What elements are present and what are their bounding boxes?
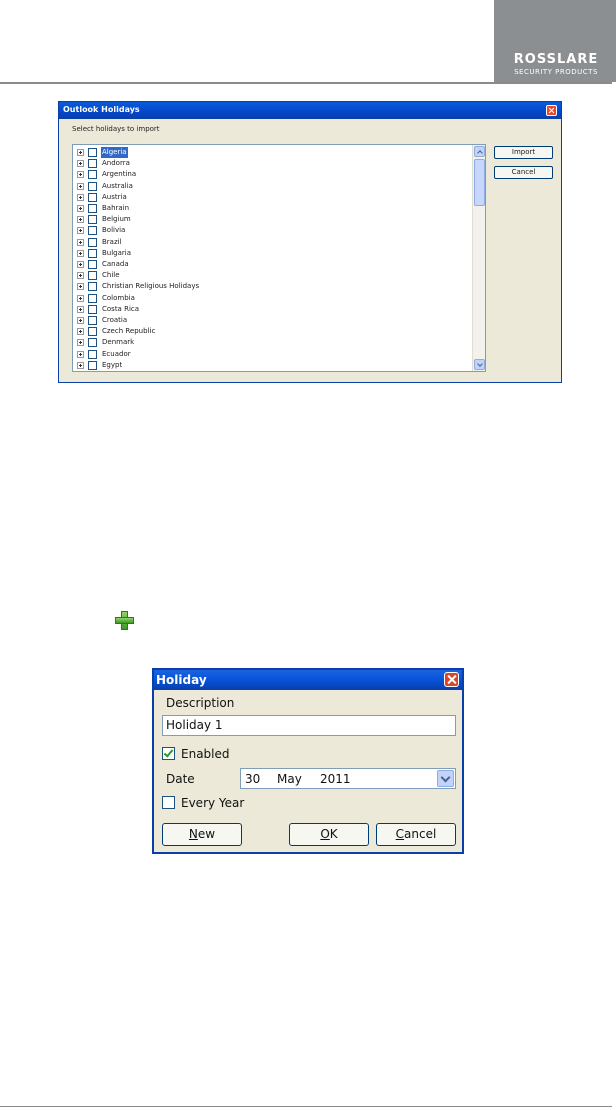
- expand-icon[interactable]: [77, 216, 84, 223]
- checkbox[interactable]: [88, 148, 97, 157]
- holiday-dialog: [152, 668, 464, 854]
- dialog-title: Outlook Holidays: [63, 105, 140, 114]
- checkbox[interactable]: [88, 294, 97, 303]
- expand-icon[interactable]: [77, 283, 84, 290]
- list-item-label: Austria: [102, 192, 127, 201]
- new-button-accel: N: [188, 827, 198, 841]
- header-divider: [0, 82, 612, 84]
- checkbox[interactable]: [88, 305, 97, 314]
- date-year: 2011: [320, 772, 351, 786]
- cancel-button[interactable]: Cancel: [494, 166, 553, 179]
- outlook-holidays-dialog: [58, 101, 562, 383]
- expand-icon[interactable]: [77, 227, 84, 234]
- import-button[interactable]: Import: [494, 146, 553, 159]
- checkbox[interactable]: [88, 282, 97, 291]
- list-item-label: Bahrain: [102, 204, 130, 212]
- list-item-label: Canada: [102, 260, 129, 268]
- expand-icon[interactable]: [77, 194, 84, 201]
- expand-icon[interactable]: [77, 160, 84, 167]
- checkbox[interactable]: [88, 327, 97, 336]
- checkbox[interactable]: [88, 350, 97, 359]
- cancel-button[interactable]: [376, 823, 456, 846]
- expand-icon[interactable]: [77, 171, 84, 178]
- every-year-checkbox[interactable]: [162, 796, 175, 809]
- checkbox[interactable]: [88, 193, 97, 202]
- list-item-label: Ecuador: [102, 349, 131, 358]
- list-item-label: Christian Religious Holidays: [102, 282, 200, 291]
- enabled-checkbox[interactable]: [162, 747, 175, 760]
- scroll-down-icon[interactable]: [474, 359, 485, 370]
- expand-icon[interactable]: [77, 272, 84, 279]
- enabled-label: Enabled: [181, 747, 230, 761]
- logo-brand: ROSSLARE: [513, 52, 599, 67]
- date-label: Date: [166, 772, 195, 786]
- checkbox[interactable]: [88, 338, 97, 347]
- footer-divider: [0, 1106, 612, 1107]
- description-field[interactable]: Holiday 1: [162, 715, 456, 736]
- expand-icon[interactable]: [77, 306, 84, 313]
- date-picker[interactable]: [240, 768, 456, 789]
- expand-icon[interactable]: [77, 328, 84, 335]
- list-item-label: Chile: [102, 271, 120, 280]
- list-item-label: Bulgaria: [102, 248, 132, 257]
- expand-icon[interactable]: [77, 351, 84, 358]
- checkbox[interactable]: [88, 361, 97, 370]
- list-item-label: Denmark: [102, 338, 135, 347]
- checkbox[interactable]: [88, 271, 97, 280]
- expand-icon[interactable]: [77, 183, 84, 190]
- date-month: May: [277, 772, 302, 786]
- checkbox[interactable]: [88, 316, 97, 325]
- list-item-label: Argentina: [102, 170, 137, 179]
- select-holidays-prompt: Select holidays to import: [72, 125, 160, 133]
- checkbox[interactable]: [88, 226, 97, 235]
- list-item-label: Czech Republic: [102, 327, 156, 336]
- close-icon[interactable]: [546, 105, 557, 116]
- list-item-label: Belgium: [102, 215, 131, 224]
- list-item-label: Andorra: [102, 159, 130, 168]
- ok-button-accel: O: [320, 827, 330, 841]
- expand-icon[interactable]: [77, 205, 84, 212]
- checkbox[interactable]: [88, 249, 97, 258]
- ok-button[interactable]: [289, 823, 369, 846]
- checkbox[interactable]: [88, 215, 97, 224]
- expand-icon[interactable]: [77, 250, 84, 257]
- dialog-title-bar: [154, 670, 462, 690]
- dialog-title: Holiday: [156, 673, 207, 687]
- plus-icon: [114, 610, 135, 631]
- expand-icon[interactable]: [77, 339, 84, 346]
- close-icon[interactable]: [444, 672, 459, 687]
- list-item-label: Brazil: [102, 237, 122, 246]
- description-label: Description: [166, 696, 235, 710]
- list-item-label: Australia: [102, 181, 133, 190]
- date-day: 30: [245, 772, 261, 786]
- checkbox[interactable]: [88, 182, 97, 191]
- logo-tagline: SECURITY PRODUCTS: [514, 68, 598, 76]
- scrollbar-thumb[interactable]: [474, 159, 485, 206]
- list-item-label: Colombia: [102, 293, 135, 302]
- scroll-up-icon[interactable]: [474, 146, 485, 157]
- expand-icon[interactable]: [77, 362, 84, 369]
- ok-button-label: K: [329, 827, 338, 841]
- list-item-label: Algeria: [102, 148, 127, 156]
- dialog-title-bar: [59, 102, 561, 119]
- expand-icon[interactable]: [77, 239, 84, 246]
- list-item-label: Bolivia: [102, 226, 126, 235]
- expand-icon[interactable]: [77, 317, 84, 324]
- chevron-down-icon[interactable]: [437, 770, 454, 787]
- expand-icon[interactable]: [77, 261, 84, 268]
- list-item-label: Costa Rica: [102, 304, 140, 313]
- checkbox[interactable]: [88, 159, 97, 168]
- checkbox[interactable]: [88, 238, 97, 247]
- new-button-label: ew: [197, 827, 216, 841]
- holiday-country-list[interactable]: [72, 144, 486, 372]
- cancel-button-accel: C: [395, 827, 405, 841]
- expand-icon[interactable]: [77, 295, 84, 302]
- checkbox[interactable]: [88, 204, 97, 213]
- checkbox[interactable]: [88, 260, 97, 269]
- new-button[interactable]: [162, 823, 242, 846]
- cancel-button-label: ancel: [404, 827, 437, 841]
- every-year-label: Every Year: [181, 796, 245, 810]
- expand-icon[interactable]: [77, 149, 84, 156]
- checkbox[interactable]: [88, 170, 97, 179]
- list-item-label: Egypt: [102, 360, 123, 369]
- vertical-scrollbar[interactable]: [472, 145, 485, 371]
- list-item-label: Croatia: [102, 316, 128, 324]
- rosslare-logo: [494, 0, 616, 82]
